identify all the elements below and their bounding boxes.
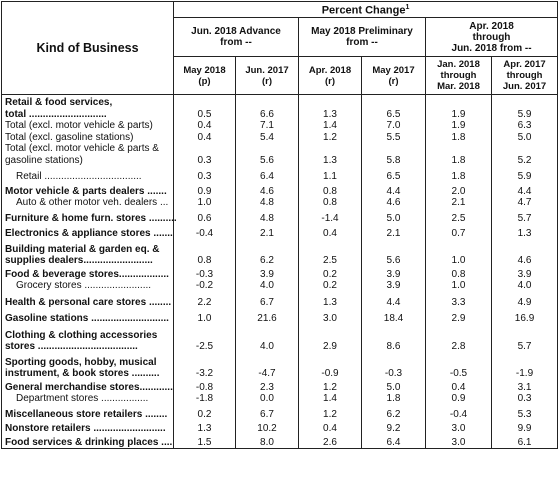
table-row <box>2 166 558 183</box>
percent-change-cell: 0.2 <box>299 267 362 281</box>
percent-change-cell: 6.7 <box>236 292 299 309</box>
table-row <box>2 292 558 309</box>
percent-change-cell: 6.4 <box>236 166 299 183</box>
percent-change-cell: 5.2 <box>492 143 558 166</box>
percent-change-cell: 6.7 <box>236 405 299 421</box>
percent-change-cell: 1.0 <box>174 308 236 325</box>
column-header-jun-2017 <box>236 57 299 95</box>
kind-of-business-text: Total (excl. motor vehicle & parts & <box>5 143 159 154</box>
column-header-line: Mar. 2018 <box>437 81 480 92</box>
kind-of-business-text: Gasoline stations ............................ <box>5 313 169 324</box>
percent-change-cell: 6.1 <box>492 435 558 449</box>
column-header-line: May 2018 <box>183 64 226 76</box>
table-row <box>2 120 558 132</box>
kind-of-business-text: stores .................................... <box>5 341 138 352</box>
kind-of-business-text: Grocery stores ........................ <box>16 280 152 291</box>
table-row <box>2 143 558 166</box>
percent-change-cell: 8.6 <box>362 325 426 353</box>
group-header-line: Apr. 2018 <box>469 20 514 32</box>
percent-change-cell: 7.1 <box>236 120 299 132</box>
percent-change-cell: 2.9 <box>426 308 492 325</box>
kind-of-business-header <box>2 2 174 95</box>
percent-change-cell: 0.4 <box>299 224 362 240</box>
kind-of-business-text: Health & personal care stores ........ <box>5 296 172 308</box>
percent-change-cell: 3.0 <box>426 420 492 435</box>
table-row <box>2 224 558 240</box>
percent-change-cell: 4.8 <box>236 209 299 225</box>
percent-change-label: Percent Change <box>321 4 406 17</box>
kind-of-business-text: Motor vehicle & parts dealers ....... <box>5 185 167 197</box>
percent-change-cell: 18.4 <box>362 308 426 325</box>
percent-change-cell: 3.0 <box>299 308 362 325</box>
column-header-jan-mar-2018 <box>426 57 492 95</box>
column-header-line: (r) <box>261 75 273 87</box>
percent-change-cell: 6.3 <box>492 120 558 132</box>
table-row <box>2 435 558 449</box>
percent-change-cell: 4.7 <box>492 197 558 209</box>
column-header-line: Jun. 2017 <box>245 64 289 76</box>
percent-change-cell: 5.3 <box>492 405 558 421</box>
kind-of-business-text: supplies dealers......................... <box>5 255 153 266</box>
percent-change-cell: 2.1 <box>236 224 299 240</box>
kind-of-business-label: Kind of Business <box>36 40 139 55</box>
kind-of-business-text: Retail & food services, <box>5 97 113 108</box>
kind-of-business-cell <box>2 120 174 132</box>
table-body <box>2 95 558 449</box>
percent-change-cell: 4.0 <box>492 280 558 292</box>
percent-change-cell: 0.8 <box>299 183 362 198</box>
percent-change-cell: 2.8 <box>426 325 492 353</box>
percent-change-cell: 9.9 <box>492 420 558 435</box>
column-header-line: (p) <box>198 75 211 87</box>
percent-change-cell: 4.8 <box>236 197 299 209</box>
group-header-line: Jun. 2018 Advance <box>191 26 281 37</box>
percent-change-cell: 0.6 <box>174 209 236 225</box>
percent-change-cell: 1.5 <box>174 435 236 449</box>
percent-change-cell: 1.0 <box>426 280 492 292</box>
percent-change-cell: 0.2 <box>299 280 362 292</box>
percent-change-cell: 4.6 <box>362 197 426 209</box>
column-header-line: Apr. 2018 <box>308 64 352 76</box>
percent-change-cell: 21.6 <box>236 308 299 325</box>
kind-of-business-cell <box>2 325 174 353</box>
group-header-line: May 2018 Preliminary <box>311 26 413 37</box>
group-header-line: Jun. 2018 from -- <box>451 42 532 54</box>
percent-change-cell: 1.0 <box>426 240 492 267</box>
percent-change-cell: -0.2 <box>174 280 236 292</box>
kind-of-business-text: Building material & garden eq. & <box>5 243 160 255</box>
percent-change-cell: 2.3 <box>236 380 299 394</box>
group-header-apr-jun-2018 <box>426 18 558 57</box>
percent-change-cell: 6.2 <box>362 405 426 421</box>
kind-of-business-text: Miscellaneous store retailers ........ <box>5 408 168 420</box>
kind-of-business-text: Food & beverage stores.................. <box>5 268 169 280</box>
percent-change-cell: -1.8 <box>174 393 236 405</box>
percent-change-cell: 1.3 <box>299 143 362 166</box>
percent-change-cell: -0.3 <box>362 353 426 380</box>
percent-change-cell: 0.9 <box>426 393 492 405</box>
percent-change-cell: 1.8 <box>362 393 426 405</box>
percent-change-cell: 1.3 <box>492 224 558 240</box>
percent-change-cell: 3.9 <box>362 280 426 292</box>
percent-change-cell: 5.7 <box>492 209 558 225</box>
table-row <box>2 353 558 380</box>
kind-of-business-cell <box>2 183 174 198</box>
column-header-apr-jun-2017 <box>492 57 558 95</box>
percent-change-cell: 3.0 <box>426 435 492 449</box>
kind-of-business-text: Food services & drinking places .... <box>5 436 173 448</box>
kind-of-business-text: total ............................ <box>5 108 107 120</box>
percent-change-cell: 6.4 <box>362 435 426 449</box>
percent-change-cell: 0.3 <box>492 393 558 405</box>
kind-of-business-cell <box>2 405 174 421</box>
percent-change-cell: 2.2 <box>174 292 236 309</box>
kind-of-business-text: Retail ................................... <box>16 171 142 182</box>
percent-change-cell: 9.2 <box>362 420 426 435</box>
percent-change-cell: 1.2 <box>299 405 362 421</box>
column-header-line: through <box>506 70 543 81</box>
percent-change-cell: 5.0 <box>362 380 426 394</box>
percent-change-cell: 5.9 <box>492 95 558 121</box>
percent-change-cell: 1.8 <box>426 132 492 144</box>
percent-change-cell: 0.3 <box>174 166 236 183</box>
kind-of-business-cell <box>2 435 174 449</box>
percent-change-cell: 4.6 <box>236 183 299 198</box>
kind-of-business-text: instrument, & book stores .......... <box>5 368 160 379</box>
percent-change-cell: 0.8 <box>174 240 236 267</box>
percent-change-cell: 0.4 <box>426 380 492 394</box>
percent-change-cell: 6.5 <box>362 95 426 121</box>
table-row <box>2 325 558 353</box>
percent-change-cell: 2.5 <box>426 209 492 225</box>
percent-change-cell: -2.5 <box>174 325 236 353</box>
percent-change-cell: 4.4 <box>362 292 426 309</box>
table-row <box>2 405 558 421</box>
kind-of-business-cell <box>2 292 174 309</box>
group-header-may-2018-preliminary <box>299 18 426 57</box>
percent-change-cell: 2.0 <box>426 183 492 198</box>
group-header-jun-2018-advance <box>174 18 299 57</box>
kind-of-business-cell <box>2 209 177 225</box>
kind-of-business-text: Total (excl. motor vehicle & parts) <box>5 120 153 131</box>
table-row <box>2 308 558 325</box>
kind-of-business-cell <box>2 353 174 380</box>
percent-change-cell: 5.0 <box>362 209 426 225</box>
percent-change-cell: 1.9 <box>426 120 492 132</box>
percent-change-cell: 0.3 <box>174 143 236 166</box>
percent-change-cell: 4.4 <box>362 183 426 198</box>
kind-of-business-text: General merchandise stores............ <box>5 381 173 393</box>
table-row <box>2 240 558 267</box>
percent-change-header <box>174 2 558 18</box>
kind-of-business-text: Total (excl. gasoline stations) <box>5 131 134 143</box>
table-row <box>2 393 558 405</box>
kind-of-business-text: Clothing & clothing accessories <box>5 329 158 341</box>
header-row-top <box>2 2 558 18</box>
table-row <box>2 95 558 121</box>
table-row <box>2 209 558 225</box>
percent-change-cell: 4.6 <box>492 240 558 267</box>
percent-change-cell: -1.9 <box>492 353 558 380</box>
percent-change-cell: 0.2 <box>174 405 236 421</box>
column-header-apr-2018 <box>299 57 362 95</box>
kind-of-business-cell <box>2 166 174 183</box>
percent-change-cell: 8.0 <box>236 435 299 449</box>
percent-change-cell: 2.1 <box>426 197 492 209</box>
percent-change-cell: -0.4 <box>174 224 236 240</box>
percent-change-cell: 4.0 <box>236 325 299 353</box>
percent-change-cell: 7.0 <box>362 120 426 132</box>
table-row <box>2 267 558 281</box>
percent-change-cell: 5.7 <box>492 325 558 353</box>
kind-of-business-text: gasoline stations) <box>5 154 83 166</box>
percent-change-cell: -4.7 <box>236 353 299 380</box>
column-header-line: May 2017 <box>372 64 415 76</box>
kind-of-business-text: Auto & other motor veh. dealers ... <box>16 197 169 208</box>
percent-change-cell: 16.9 <box>492 308 558 325</box>
percent-change-cell: 1.8 <box>426 166 492 183</box>
percent-change-cell: 1.3 <box>299 292 362 309</box>
percent-change-cell: 2.1 <box>362 224 426 240</box>
percent-change-cell: 0.8 <box>426 267 492 281</box>
table-row <box>2 280 558 292</box>
column-header-line: Jan. 2018 <box>437 59 480 70</box>
table-row <box>2 197 558 209</box>
column-header-may-2017 <box>362 57 426 95</box>
percent-change-cell: 6.6 <box>236 95 299 121</box>
percent-change-cell: 5.8 <box>362 143 426 166</box>
percent-change-cell: 5.0 <box>492 132 558 144</box>
percent-change-cell: 4.0 <box>236 280 299 292</box>
kind-of-business-cell <box>2 280 174 292</box>
table-row <box>2 183 558 198</box>
percent-change-cell: 4.4 <box>492 183 558 198</box>
kind-of-business-cell <box>2 308 174 325</box>
column-header-line: through <box>440 70 477 81</box>
percent-change-cell: 1.9 <box>426 95 492 121</box>
kind-of-business-text: Department stores ................. <box>16 393 149 404</box>
kind-of-business-text: Furniture & home furn. stores .......... <box>5 212 177 224</box>
kind-of-business-text: Sporting goods, hobby, musical <box>5 356 157 368</box>
percent-change-cell: 3.9 <box>362 267 426 281</box>
kind-of-business-cell <box>2 393 174 405</box>
percent-change-cell: 3.9 <box>492 267 558 281</box>
group-header-line: through <box>472 31 511 43</box>
percent-change-cell: 2.9 <box>299 325 362 353</box>
percent-change-cell: 1.1 <box>299 166 362 183</box>
column-header-line: Jun. 2017 <box>502 81 547 92</box>
percent-change-cell: 0.0 <box>236 393 299 405</box>
percent-change-cell: 0.4 <box>174 120 236 132</box>
column-header-line: Apr. 2017 <box>503 59 546 70</box>
percent-change-cell: 3.9 <box>236 267 299 281</box>
group-header-line: from -- <box>346 37 378 48</box>
kind-of-business-cell <box>2 380 174 394</box>
percent-change-cell: -1.4 <box>299 209 362 225</box>
kind-of-business-cell <box>2 420 174 435</box>
percent-change-cell: 1.0 <box>174 197 236 209</box>
percent-change-cell: 3.1 <box>492 380 558 394</box>
kind-of-business-cell <box>2 95 174 121</box>
percent-change-cell: -0.8 <box>174 380 236 394</box>
percent-change-cell: 0.8 <box>299 197 362 209</box>
percent-change-cell: 2.5 <box>299 240 362 267</box>
percent-change-cell: 5.6 <box>236 143 299 166</box>
percent-change-cell: 6.5 <box>362 166 426 183</box>
kind-of-business-cell <box>2 267 174 281</box>
column-header-line: (r) <box>388 75 399 87</box>
kind-of-business-cell <box>2 197 174 209</box>
percent-change-cell: 0.4 <box>299 420 362 435</box>
column-header-may-2018 <box>174 57 236 95</box>
percent-change-cell: 1.2 <box>299 380 362 394</box>
retail-sales-percent-change-table <box>1 1 558 449</box>
percent-change-cell: 5.6 <box>362 240 426 267</box>
percent-change-cell: -0.5 <box>426 353 492 380</box>
kind-of-business-cell <box>2 143 174 166</box>
kind-of-business-text: Electronics & appliance stores ....... <box>5 228 173 239</box>
percent-change-cell: 4.9 <box>492 292 558 309</box>
percent-change-cell: 5.9 <box>492 166 558 183</box>
group-header-line: from -- <box>220 37 252 48</box>
footnote-mark: 1 <box>405 4 410 12</box>
percent-change-cell: 0.5 <box>174 95 236 121</box>
percent-change-cell: 0.7 <box>426 224 492 240</box>
percent-change-cell: -0.4 <box>426 405 492 421</box>
table-row <box>2 132 558 144</box>
percent-change-cell: 0.9 <box>174 183 236 198</box>
kind-of-business-cell <box>2 224 174 240</box>
table-row <box>2 420 558 435</box>
percent-change-cell: 1.4 <box>299 120 362 132</box>
percent-change-cell: 1.3 <box>299 95 362 121</box>
percent-change-cell: 2.6 <box>299 435 362 449</box>
percent-change-cell: -0.3 <box>174 267 236 281</box>
percent-change-cell: 6.2 <box>236 240 299 267</box>
percent-change-cell: 1.4 <box>299 393 362 405</box>
percent-change-cell: 1.2 <box>299 132 362 144</box>
percent-change-cell: 3.3 <box>426 292 492 309</box>
kind-of-business-text: Nonstore retailers .......................... <box>5 423 166 434</box>
percent-change-cell: 10.2 <box>236 420 299 435</box>
percent-change-cell: 1.8 <box>426 143 492 166</box>
percent-change-cell: 5.5 <box>362 132 426 144</box>
percent-change-cell: 0.4 <box>174 132 236 144</box>
percent-change-cell: 5.4 <box>236 132 299 144</box>
percent-change-cell: 1.3 <box>174 420 236 435</box>
column-header-line: (r) <box>324 75 336 87</box>
table-row <box>2 380 558 394</box>
kind-of-business-cell <box>2 240 174 267</box>
percent-change-cell: -3.2 <box>174 353 236 380</box>
percent-change-cell: -0.9 <box>299 353 362 380</box>
kind-of-business-cell <box>2 132 174 144</box>
